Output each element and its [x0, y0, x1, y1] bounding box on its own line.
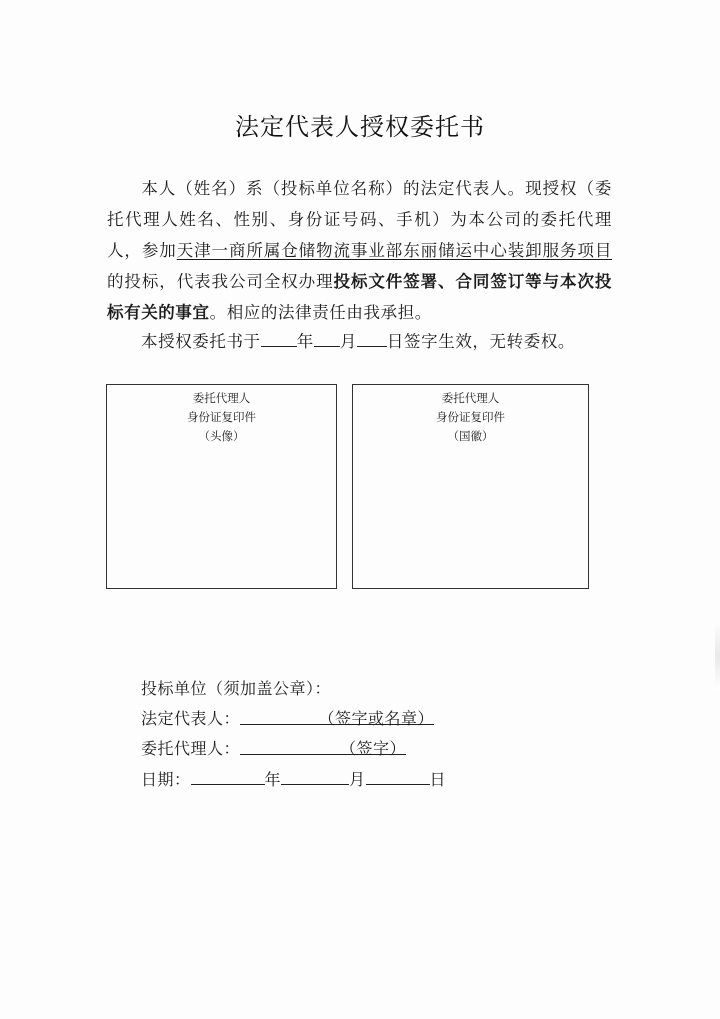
box-right-line3: （国徽）: [447, 429, 494, 443]
date-year-label: 年: [264, 770, 282, 789]
effective-day-blank: [357, 332, 387, 347]
agent-line: [141, 736, 406, 759]
bidder-unit-line: [141, 676, 331, 699]
body-text-part1: 本人（姓名）系（投标单位名称）的法定代表人。现授权（委托代理人姓名、性别、身份证号码、手机）为本公司的委托代理人，参加: [107, 179, 612, 260]
legal-rep-hint: （签字或名章）: [318, 709, 435, 728]
authorization-paragraph: [107, 173, 612, 328]
box-left-line1: 委托代理人: [192, 391, 251, 405]
legal-rep-signature-field: [240, 706, 435, 728]
effective-month-blank: [314, 332, 340, 347]
date-year-blank: [191, 766, 265, 785]
id-copy-front-box: [106, 384, 337, 589]
id-copy-back-box: [352, 384, 589, 589]
date-day-label: 日: [429, 770, 447, 789]
project-name: 天津一商所属仓储物流事业部东丽储运中心装卸服务项目: [176, 241, 612, 260]
effective-date-line: [141, 328, 575, 352]
legal-rep-label: 法定代表人：: [141, 709, 241, 728]
agent-label: 委托代理人：: [141, 739, 241, 758]
body-text-part3: 。相应的法律责任由我承担。: [209, 303, 432, 322]
box-right-line2: 身份证复印件: [436, 410, 505, 424]
authorized-matters: 投标文件签署、合同签订等与本次投标有关的事宜: [107, 272, 612, 322]
box-right-line1: 委托代理人: [441, 391, 500, 405]
box-left-line3: （头像）: [198, 429, 245, 443]
signing-date-line: [141, 766, 446, 790]
date-month-label: 月: [349, 770, 366, 789]
effective-year-label: 年: [296, 332, 314, 351]
effective-prefix: 本授权委托书于: [141, 332, 261, 351]
document-title: 法定代表人授权委托书: [235, 113, 485, 141]
agent-signature-field: [240, 736, 407, 758]
effective-month-label: 月: [339, 332, 357, 351]
box-left-line2: 身份证复印件: [187, 410, 256, 424]
legal-rep-line: [141, 706, 434, 729]
body-text-part2: 的投标，代表我公司全权办理: [107, 272, 334, 291]
date-month-blank: [281, 766, 349, 785]
effective-year-blank: [261, 332, 297, 347]
date-day-blank: [366, 766, 430, 785]
bidder-unit-label: 投标单位（须加盖公章）：: [141, 679, 332, 698]
scan-edge-shadow: [715, 620, 720, 690]
date-label: 日期：: [141, 770, 191, 789]
effective-day-suffix: 日签字生效，无转委权。: [386, 332, 576, 351]
agent-hint: （签字）: [340, 739, 407, 758]
